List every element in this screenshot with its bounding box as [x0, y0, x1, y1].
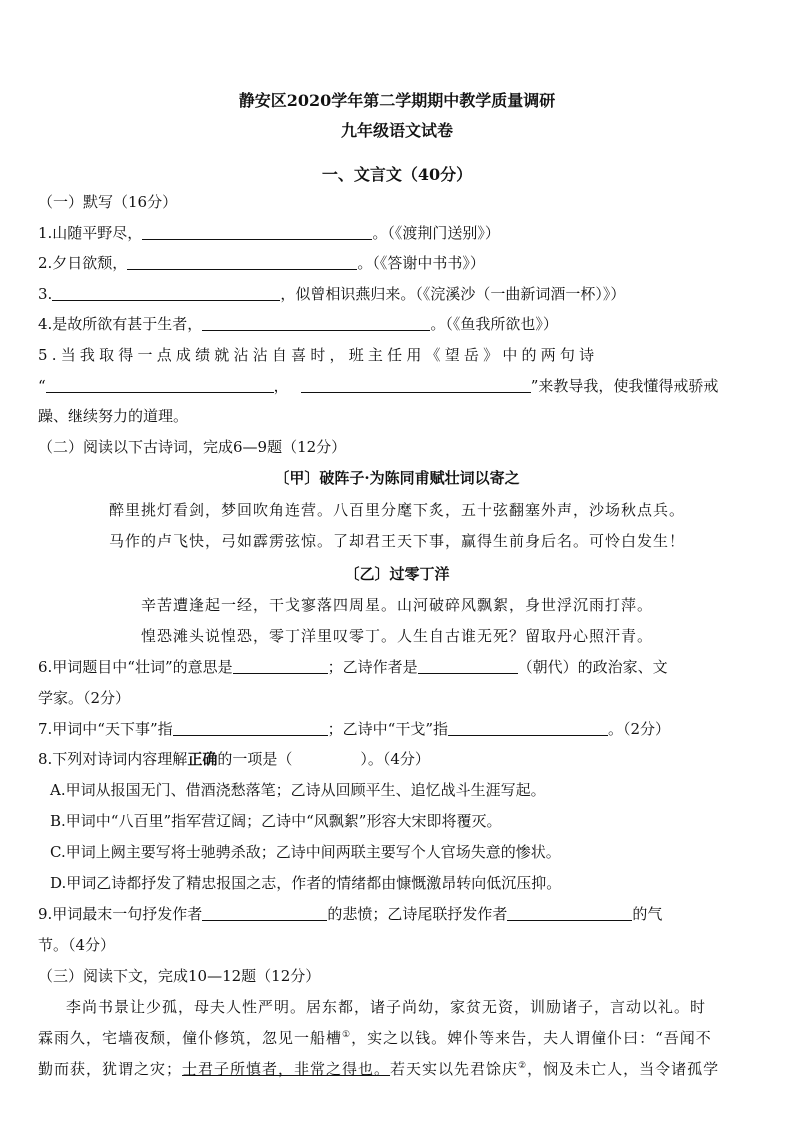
q8-prefix: 8.下列对诗词内容理解 — [38, 750, 188, 768]
q8-mid: 的一项是（ — [217, 750, 293, 768]
q2-suffix: 。（《答谢中书书》） — [357, 254, 485, 272]
q4-blank[interactable] — [202, 315, 430, 331]
question-4 — [38, 314, 558, 334]
q6-prefix: 6.甲词题目中“壮词”的意思是 — [38, 658, 233, 676]
passage-text: 勤而获，犹谓之灾； — [38, 1060, 183, 1078]
q9-blank-2[interactable] — [507, 905, 632, 921]
footnote-2: ② — [518, 1061, 528, 1071]
q9-mid: 的悲愤；乙诗尾联抒发作者 — [327, 905, 508, 923]
question-1 — [38, 223, 500, 243]
q4-suffix: 。（《鱼我所欲也》） — [430, 315, 558, 333]
question-6 — [38, 657, 668, 677]
underlined-sentence: 士君子所慎者，非常之得也。 — [182, 1060, 391, 1078]
footnote-1: ① — [342, 1030, 352, 1040]
question-5-line1: 5.当我取得一点成绩就沾沾自喜时，班主任用《望岳》中的两句诗 — [38, 346, 599, 364]
q4-prefix: 4.是故所欲有甚于生者， — [38, 315, 203, 333]
q5-open-quote: “ — [38, 377, 46, 395]
q9-prefix: 9.甲词最末一句抒发作者 — [38, 905, 203, 923]
question-8 — [38, 749, 430, 769]
q8-option-b: B.甲词中“八百里”指军营辽阔；乙诗中“风飘絮”形容大宋即将覆灭。 — [50, 812, 502, 830]
q9-suffix: 的气 — [632, 905, 663, 923]
exam-title: 静安区2020学年第二学期期中教学质量调研 — [238, 91, 556, 110]
q7-prefix: 7.甲词中“天下事”指 — [38, 720, 173, 738]
q2-blank[interactable] — [127, 254, 357, 270]
question-9-line2: 节。（4分） — [38, 936, 116, 954]
q6-mid: ；乙诗作者是 — [327, 658, 418, 676]
q5-blank-2[interactable] — [301, 377, 531, 393]
q6-suffix: （朝代）的政治家、文 — [517, 658, 668, 676]
q7-mid: ；乙诗中“干戈”指 — [327, 720, 448, 738]
poem-a-title: 〔甲〕破阵子·为陈同甫赋壮词以寄之 — [274, 469, 520, 487]
q9-blank-1[interactable] — [202, 905, 327, 921]
poem-a-line2: 马作的卢飞快，弓如霹雳弦惊。了却君王天下事，赢得生前身后名。可怜白发生！ — [108, 532, 685, 550]
q7-blank-2[interactable] — [448, 720, 608, 736]
q7-blank-1[interactable] — [173, 720, 328, 736]
q2-prefix: 2.夕日欲颓， — [38, 254, 128, 272]
q8-option-a: A.甲词从报国无门、借酒浇愁落笔；乙诗从回顾平生、追忆战斗生涯写起。 — [50, 781, 546, 799]
q3-prefix: 3. — [38, 285, 53, 303]
passage-text: 霖雨久，宅墙夜颓，僮仆修筑，忽见一船槽 — [38, 1029, 343, 1047]
q5-blank-1[interactable] — [46, 377, 274, 393]
passage-line3 — [38, 1059, 719, 1079]
poem-b-line1: 辛苦遭逢起一经，干戈寥落四周星。山河破碎风飘絮，身世浮沉雨打萍。 — [140, 596, 653, 614]
passage-line2 — [38, 1028, 712, 1048]
question-9 — [38, 904, 662, 924]
q8-option-d: D.甲词乙诗都抒发了精忠报国之志，作者的情绪都由慷慨激昂转向低沉压抑。 — [50, 874, 562, 892]
q6-blank-1[interactable] — [233, 658, 328, 674]
poem-b-title: 〔乙〕过零丁洋 — [344, 565, 450, 583]
question-5-line3: 躁、继续努力的道理。 — [38, 407, 189, 425]
section-heading: 一、文言文（40分） — [321, 165, 473, 184]
q1-prefix: 1.山随平野尽， — [38, 224, 143, 242]
question-6-line2: 学家。（2分） — [38, 689, 131, 707]
passage-text: 若天实以先君馀庆 — [390, 1060, 519, 1078]
q8-suffix: ）。（4分） — [360, 750, 430, 768]
q5-comma: ， — [273, 377, 289, 395]
exam-subtitle: 九年级语文试卷 — [340, 121, 453, 140]
q8-option-c: C.甲词上阙主要写将士驰骋杀敌；乙诗中间两联主要写个人官场失意的惨状。 — [50, 843, 561, 861]
passage-text: ，悯及未亡人，当令诸孤学 — [527, 1060, 720, 1078]
q5-suffix: ”来教导我，使我懂得戒骄戒 — [530, 377, 719, 395]
q7-suffix: 。（2分） — [608, 720, 671, 738]
q6-blank-2[interactable] — [418, 658, 518, 674]
question-7 — [38, 719, 670, 739]
part1-heading: （一）默写（16分） — [38, 193, 178, 211]
passage-line1: 李尚书景让少孤，母夫人性严明。居东都，诸子尚幼，家贫无资，训励诸子，言动以礼。时 — [66, 998, 707, 1016]
passage-text: ，实之以钱。婢仆等来告，夫人谓僮仆曰：“吾闻不 — [351, 1029, 712, 1047]
q8-emphasis: 正确 — [187, 750, 218, 768]
question-2 — [38, 253, 485, 273]
poem-a-line1: 醉里挑灯看剑，梦回吹角连营。八百里分麾下炙，五十弦翻塞外声，沙场秋点兵。 — [108, 501, 685, 519]
part2-heading: （二）阅读以下古诗词，完成6—9题（12分） — [38, 438, 347, 456]
q3-blank[interactable] — [52, 285, 280, 301]
poem-b-line2: 惶恐滩头说惶恐，零丁洋里叹零丁。人生自古谁无死？留取丹心照汗青。 — [140, 627, 653, 645]
question-3 — [38, 284, 625, 304]
question-5-line2 — [38, 376, 718, 396]
q3-suffix: ，似曾相识燕归来。（《浣溪沙（一曲新词酒一杯）》） — [280, 285, 626, 303]
part3-heading: （三）阅读下文，完成10—12题（12分） — [38, 967, 321, 985]
q1-blank[interactable] — [142, 224, 372, 240]
q1-suffix: 。（《渡荆门送别》） — [372, 224, 500, 242]
